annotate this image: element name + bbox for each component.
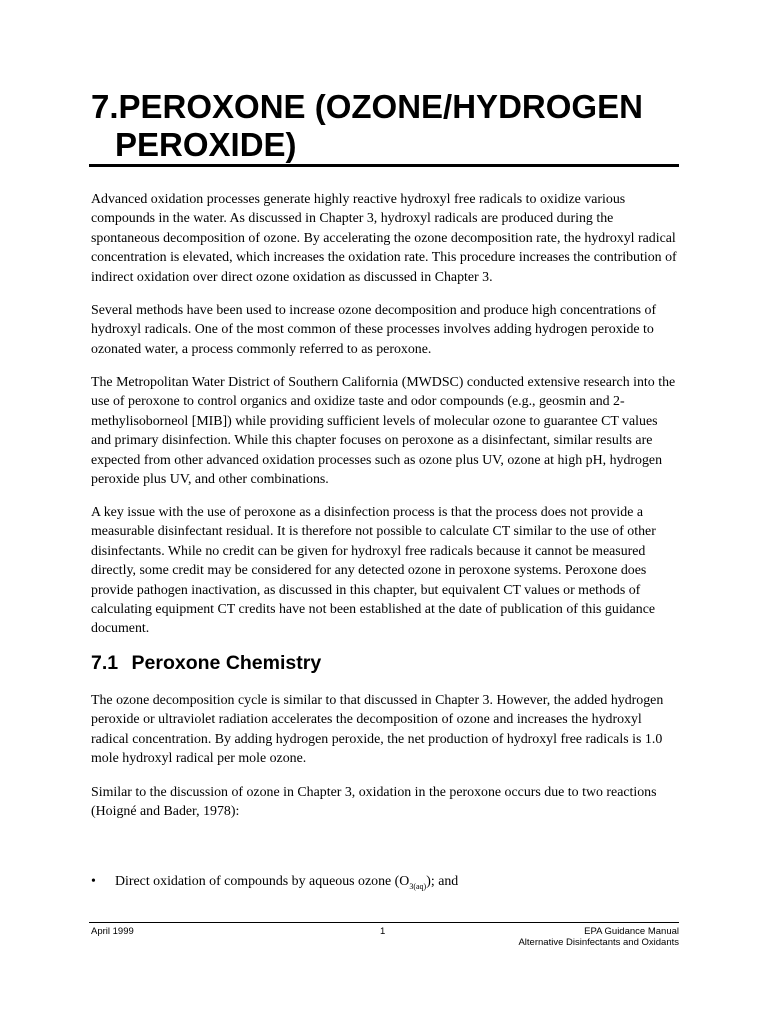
bullet-symbol: • bbox=[91, 874, 96, 889]
footer-divider bbox=[89, 922, 679, 923]
bullet-subscript: 3(aq) bbox=[409, 881, 427, 891]
bullet-text-end: ); and bbox=[426, 874, 459, 889]
bullet-item bbox=[91, 872, 681, 896]
paragraph-decomposition: The ozone decomposition cycle is similar to that discussed in Chapter 3. However, the added hydrogen peroxide or ultraviolet radiation accelerates the decomposition of ozone and increases the hydroxyl radical concentration. By adding hydrogen peroxide, the net production of hydroxyl free radicals is 1.0 mole hydroxyl radical per mole ozone. bbox=[91, 693, 664, 767]
paragraph-reactions: Similar to the discussion of ozone in Chapter 3, oxidation in the peroxone occurs due to two reactions (Hoigné and Bader, 1978): bbox=[91, 785, 657, 820]
bullet-text: Direct oxidation of compounds by aqueous ozone (O bbox=[115, 874, 410, 889]
footer-page-number: 1 bbox=[380, 926, 386, 937]
footer-manual-subtitle: Alternative Disinfectants and Oxidants bbox=[518, 937, 679, 948]
title-divider bbox=[89, 164, 679, 167]
section-number: 7.1 bbox=[91, 652, 119, 674]
section-title: Peroxone Chemistry bbox=[131, 652, 322, 674]
footer-date: April 1999 bbox=[91, 926, 134, 937]
paragraph-intro: Advanced oxidation processes generate highly reactive hydroxyl free radicals to oxidize various compounds in the water. As discussed in Chapter 3, hydroxyl radicals are produced during the spontaneous decomposition of ozone. By accelerating the ozone decomposition rate, the hydroxyl radical concentration is elevated, which increases the oxidation rate. This procedure increases the contribution of indirect oxidation over direct ozone oxidation as discussed in Chapter 3. bbox=[91, 192, 677, 285]
paragraph-methods: Several methods have been used to increase ozone decomposition and produce high concentrations of hydroxyl radicals. One of the most common of these processes involves adding hydrogen peroxide to ozonated water, a process commonly referred to as peroxone. bbox=[91, 303, 657, 357]
paragraph-mwdsc: The Metropolitan Water District of Southern California (MWDSC) conducted extensive research into the use of peroxone to control organics and oxidize taste and odor compounds (e.g., geosmin and 2-methylisoborneol [MIB]) while providing sufficient levels of molecular ozone to guarantee CT values and primary disinfection. While this chapter focuses on peroxone as a disinfectant, similar results are expected from other advanced oxidation processes such as ozone plus UV, ozone at high pH, hydrogen peroxide plus UV, and other combinations. bbox=[91, 375, 676, 488]
chapter-title-line2: PEROXIDE) bbox=[115, 126, 297, 163]
section-heading bbox=[91, 652, 321, 675]
footer-manual-info bbox=[518, 926, 679, 948]
footer-manual-title: EPA Guidance Manual bbox=[584, 926, 679, 937]
chapter-title-line1: 7.PEROXONE (OZONE/HYDROGEN bbox=[91, 88, 643, 125]
chapter-title bbox=[91, 88, 681, 164]
paragraph-key-issue: A key issue with the use of peroxone as a disinfection process is that the process does not provide a measurable disinfectant residual. It is therefore not possible to calculate CT similar to the use of other disinfectants. While no credit can be given for hydroxyl free radicals because it cannot be measured directly, some credit may be considered for any detected ozone in peroxone systems. Peroxone does provide pathogen inactivation, as discussed in this chapter, but equivalent CT values or methods of calculating equipment CT credits have not been established at the date of publication of this guidance document. bbox=[91, 505, 656, 637]
